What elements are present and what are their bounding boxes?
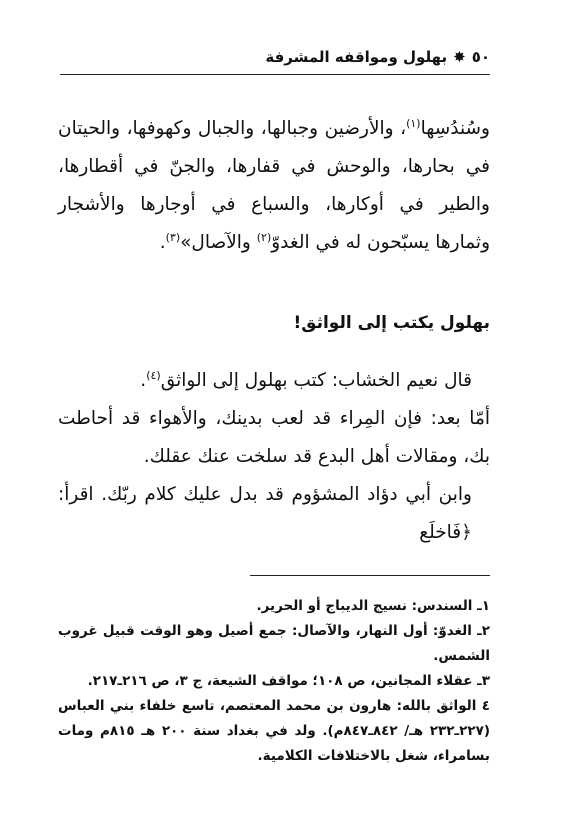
text-run: . [140,370,147,391]
section-body [58,362,490,552]
section-heading: بهلول يكتب إلى الواثق! [293,313,490,333]
text-run: قال نعيم الخشاب: كتب بهلول إلى الواثق [160,370,472,391]
footnote-ref-3: (٣) [165,230,181,244]
footnote-divider [250,575,490,576]
paragraph-line: أمّا بعد: فإن المِراء قد لعب بدينك، والأهواء قد أحاطت بك، ومقالات أهل البدع قد سلخت عنك عقلك. [58,408,490,467]
footnote-ref-1: (١) [406,116,421,130]
paragraph-line [58,362,490,400]
paragraph-line: وابن أبي دؤاد المشؤوم قد بدل عليك كلام ربّك. اقرأ: ﴿فَاخلَع [58,484,472,543]
footnote-ref-4: (٤) [146,368,161,382]
star-ornament-icon: ✸ [453,48,466,66]
body-paragraph [58,110,490,262]
page-number: ٥٠ [471,48,490,66]
header-divider [60,74,490,75]
running-title: بهلول ومواقفه المشرفة [265,48,448,66]
paragraph-text [58,110,490,262]
footnote-4: ٤ الواثق بالله: هارون بن محمد المعتصم، تاسع خلفاء بني العباس (٢٢٧ـ٢٣٢ هـ/ ٨٤٢ـ٨٤٧م). ولد في بغداد سنة ٢٠٠ هـ ٨١٥م ومات بسامراء، شغل بالاختلافات الكلامية. [58,698,491,764]
text-run: والآصال» [180,232,257,253]
footnote-1: ١ـ السندس: نسيج الديباج أو الحرير. [256,598,490,614]
running-header [60,48,490,66]
footnotes [58,594,490,769]
footnote-3: ٣ـ عقلاء المجانين، ص ١٠٨؛ مواقف الشيعة، ج ٣، ص ٢١٦ـ٢١٧. [87,673,490,689]
text-run: . [159,232,166,253]
footnote-2: ٢ـ الغدوّ: أول النهار، والآصال: جمع أصيل وهو الوقت قبيل غروب الشمس. [58,623,490,664]
footnote-ref-2: (٢) [256,230,272,244]
text-run: ، والأرضين وجبالها، والجبال وكهوفها، والحيتان في بحارها، والوحش في قفارها، والجنّ في أقطارها، والطير في أوكارها، والسباع في أوجارها والأشجار وثمارها يسبّحون له في الغدوّ [58,118,490,253]
text-run: وسُندُسِها [420,118,490,139]
